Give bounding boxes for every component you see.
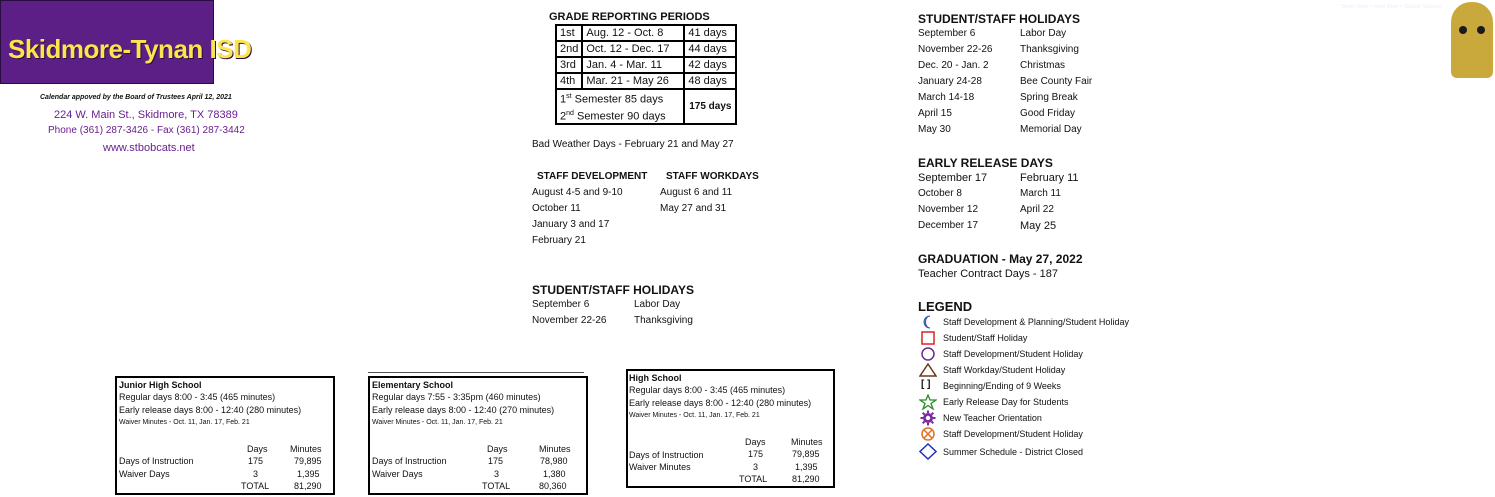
total-days: 175 days bbox=[684, 89, 736, 124]
holiday-date: January 24-28 bbox=[918, 76, 982, 87]
row-label: Days of Instruction bbox=[119, 456, 194, 466]
holiday-name: Labor Day bbox=[634, 299, 681, 310]
row-minutes: 79,895 bbox=[792, 449, 820, 459]
holiday-name: Memorial Day bbox=[1020, 124, 1082, 135]
circle-x-icon bbox=[921, 427, 935, 441]
logo-text: Skidmore-Tynan ISD bbox=[8, 34, 252, 64]
waiver-minutes-note: Waiver Minutes - Oct. 11, Jan. 17, Feb. 21 bbox=[119, 419, 250, 426]
staff-work-item: August 6 and 11 bbox=[660, 187, 733, 198]
period-days: 41 days bbox=[684, 25, 736, 41]
total-minutes: 81,290 bbox=[294, 481, 322, 491]
period-dates: Mar. 21 - May 26 bbox=[582, 73, 684, 89]
approval-note: Calendar appoved by the Board of Trustees April 12, 2021 bbox=[40, 94, 232, 101]
legend-label: New Teacher Orientation bbox=[943, 413, 1042, 423]
grading-title: GRADE REPORTING PERIODS bbox=[549, 11, 710, 23]
staff-work-item: May 27 and 31 bbox=[660, 203, 727, 214]
row-label: Waiver Days bbox=[372, 469, 423, 479]
moon-icon bbox=[921, 315, 935, 329]
semester-row bbox=[556, 89, 736, 124]
phone-fax: Phone (361) 287-3426 - Fax (361) 287-3442 bbox=[48, 125, 245, 136]
row-label: Waiver Days bbox=[119, 469, 170, 479]
regular-hours: Regular days 8:00 - 3:45 (465 minutes) bbox=[629, 385, 786, 395]
graduation-title: GRADUATION - May 27, 2022 bbox=[918, 252, 1083, 266]
holiday-date: September 6 bbox=[532, 299, 590, 310]
period: 4th bbox=[556, 73, 582, 89]
holiday-name: Christmas bbox=[1020, 60, 1066, 71]
holiday-date: November 22-26 bbox=[532, 315, 607, 326]
schedule-title: Elementary School bbox=[372, 380, 454, 390]
staff-workdays-title: STAFF WORKDAYS bbox=[666, 171, 759, 182]
contract-days: Teacher Contract Days - 187 bbox=[918, 268, 1059, 280]
total-label: TOTAL bbox=[482, 481, 511, 491]
early-release-date: December 17 bbox=[918, 220, 979, 231]
period: 3rd bbox=[556, 57, 582, 73]
junior-high-schedule bbox=[115, 376, 335, 495]
holiday-date: March 14-18 bbox=[918, 92, 975, 103]
early-release-date: March 11 bbox=[1020, 188, 1061, 199]
row-minutes: 78,980 bbox=[540, 456, 568, 466]
staff-dev-item: October 11 bbox=[532, 203, 581, 214]
holiday-date: November 22-26 bbox=[918, 44, 993, 55]
grading-table bbox=[555, 24, 737, 125]
row-label: Days of Instruction bbox=[629, 450, 704, 460]
legend-label: Staff Development/Student Holiday bbox=[943, 349, 1083, 359]
semester-cell bbox=[556, 89, 684, 124]
waiver-minutes-note: Waiver Minutes - Oct. 11, Jan. 17, Feb. 21 bbox=[372, 419, 503, 426]
early-release-hours: Early release days 8:00 - 12:40 (270 minutes) bbox=[372, 405, 555, 415]
period-days: 48 days bbox=[684, 73, 736, 89]
minutes-header: Minutes bbox=[290, 444, 322, 454]
holiday-name: Spring Break bbox=[1020, 92, 1078, 103]
gear-icon bbox=[920, 410, 936, 426]
legend-label: Staff Workday/Student Holiday bbox=[943, 365, 1066, 375]
legend-label: Student/Staff Holiday bbox=[943, 333, 1028, 343]
square-icon bbox=[921, 331, 935, 345]
row-days: 175 bbox=[488, 456, 504, 466]
row-label: Waiver Minutes bbox=[629, 462, 691, 472]
mid-holidays-title: STUDENT/STAFF HOLIDAYS bbox=[532, 283, 695, 297]
grading-row bbox=[556, 25, 736, 41]
period: 1st bbox=[556, 25, 582, 41]
early-release-date: November 12 bbox=[918, 204, 979, 215]
row-label: Days of Instruction bbox=[372, 456, 447, 466]
staff-dev-item: August 4-5 and 9-10 bbox=[532, 187, 623, 198]
semester-2: 2nd Semester 90 days bbox=[560, 109, 666, 123]
holiday-date: Dec. 20 - Jan. 2 bbox=[918, 60, 989, 71]
early-release-date: September 17 bbox=[918, 172, 988, 184]
holiday-name: Labor Day bbox=[1020, 28, 1067, 39]
period-days: 42 days bbox=[684, 57, 736, 73]
total-label: TOTAL bbox=[739, 474, 768, 484]
semester-1: 1st Semester 85 days bbox=[560, 93, 664, 106]
grading-row bbox=[556, 57, 736, 73]
days-header: Days bbox=[247, 444, 268, 454]
minutes-header: Minutes bbox=[791, 437, 823, 447]
circle-icon bbox=[921, 347, 935, 361]
row-minutes: 1,395 bbox=[297, 469, 320, 479]
early-release-date: May 25 bbox=[1020, 220, 1057, 232]
schedule-title: High School bbox=[629, 373, 682, 383]
early-release-title: EARLY RELEASE DAYS bbox=[918, 156, 1053, 170]
holidays-title: STUDENT/STAFF HOLIDAYS bbox=[918, 12, 1081, 26]
row-minutes: 79,895 bbox=[294, 456, 322, 466]
holiday-name: Good Friday bbox=[1020, 108, 1076, 119]
row-days: 3 bbox=[494, 469, 500, 479]
row-minutes: 1,380 bbox=[543, 469, 566, 479]
holiday-date: April 15 bbox=[918, 108, 952, 119]
schedule-title: Junior High School bbox=[119, 380, 202, 390]
bad-weather-days: Bad Weather Days - February 21 and May 27 bbox=[532, 139, 734, 150]
holiday-date: September 6 bbox=[918, 28, 976, 39]
address: 224 W. Main St., Skidmore, TX 78389 bbox=[54, 109, 238, 121]
high-school-schedule bbox=[626, 369, 835, 488]
holiday-name: Bee County Fair bbox=[1020, 76, 1093, 87]
period-days: 44 days bbox=[684, 41, 736, 57]
staff-development-title: STAFF DEVELOPMENT bbox=[537, 171, 648, 182]
early-release-date: April 22 bbox=[1020, 204, 1054, 215]
grading-row bbox=[556, 41, 736, 57]
legend-title: LEGEND bbox=[918, 299, 973, 314]
staff-dev-item: February 21 bbox=[532, 235, 586, 246]
row-minutes: 1,395 bbox=[795, 462, 818, 472]
total-minutes: 80,360 bbox=[539, 481, 567, 491]
total-minutes: 81,290 bbox=[792, 474, 820, 484]
row-days: 175 bbox=[748, 449, 764, 459]
days-header: Days bbox=[745, 437, 766, 447]
period: 2nd bbox=[556, 41, 582, 57]
staff-dev-item: January 3 and 17 bbox=[532, 219, 610, 230]
early-release-hours: Early release days 8:00 - 12:40 (280 minutes) bbox=[119, 405, 302, 415]
diamond-icon bbox=[919, 443, 937, 460]
waiver-minutes-note: Waiver Minutes - Oct. 11, Jan. 17, Feb. 21 bbox=[629, 412, 760, 419]
website-link[interactable]: www.stbobcats.net bbox=[103, 142, 195, 154]
days-header: Days bbox=[487, 444, 508, 454]
elementary-schedule bbox=[368, 376, 588, 495]
early-release-date: February 11 bbox=[1020, 172, 1079, 184]
triangle-icon bbox=[919, 363, 937, 377]
row-days: 175 bbox=[248, 456, 264, 466]
star-icon bbox=[919, 394, 937, 410]
divider bbox=[368, 372, 584, 373]
legend-label: Staff Development/Student Holiday bbox=[943, 429, 1083, 439]
regular-hours: Regular days 8:00 - 3:45 (465 minutes) bbox=[119, 392, 276, 402]
period-dates: Jan. 4 - Mar. 11 bbox=[582, 57, 684, 73]
holiday-name: Thanksgiving bbox=[1020, 44, 1079, 55]
row-days: 3 bbox=[253, 469, 259, 479]
period-dates: Oct. 12 - Dec. 17 bbox=[582, 41, 684, 57]
brackets-icon: [ ] bbox=[921, 379, 931, 390]
early-release-hours: Early release days 8:00 - 12:40 (280 minutes) bbox=[629, 398, 812, 408]
legend-label: Summer Schedule - District Closed bbox=[943, 447, 1084, 457]
row-days: 3 bbox=[753, 462, 759, 472]
period-dates: Aug. 12 - Oct. 8 bbox=[582, 25, 684, 41]
legend-label: Beginning/Ending of 9 Weeks bbox=[943, 381, 1061, 391]
minutes-header: Minutes bbox=[539, 444, 571, 454]
early-release-date: October 8 bbox=[918, 188, 962, 199]
legend-label: Early Release Day for Students bbox=[943, 397, 1069, 407]
district-logo: "Smart Work + Hard Work = Student Success" Skidmore-Tynan ISD bbox=[0, 0, 214, 84]
holiday-date: May 30 bbox=[918, 124, 951, 135]
total-label: TOTAL bbox=[241, 481, 270, 491]
legend-label: Staff Development & Planning/Student Holiday bbox=[943, 317, 1129, 327]
grading-row bbox=[556, 73, 736, 89]
holiday-name: Thanksgiving bbox=[634, 315, 693, 326]
regular-hours: Regular days 7:55 - 3:35pm (460 minutes) bbox=[372, 392, 541, 402]
